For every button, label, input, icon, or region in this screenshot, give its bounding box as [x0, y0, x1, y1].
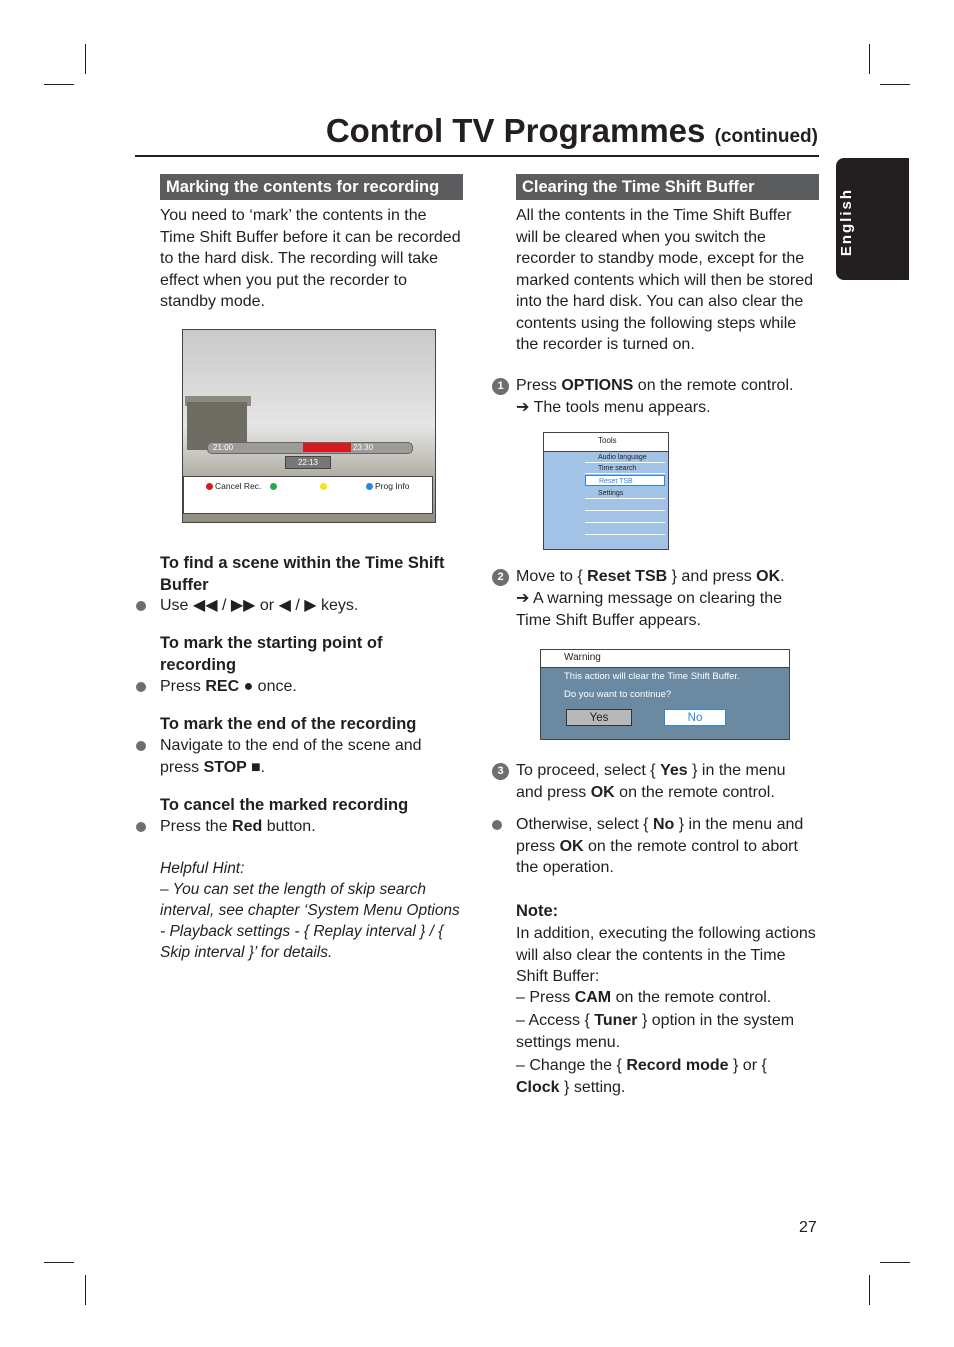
warning-header: Warning [541, 650, 789, 668]
bullet-icon [492, 820, 502, 830]
tools-item-audio-language[interactable]: Audio language [585, 452, 665, 463]
end-text: Navigate to the end of the scene and press STOP ■. [160, 737, 422, 776]
tools-menu [543, 432, 669, 550]
tv-screenshot [182, 329, 436, 523]
warning-line-1: This action will clear the Time Shift Buffer. [564, 671, 740, 682]
start-title: To mark the starting point of recording [160, 634, 383, 674]
crop-mark [44, 84, 74, 85]
note-text: In addition, executing the following actions will also clear the contents in the Time Shift Buffer: [516, 925, 816, 985]
tools-item-reset-tsb[interactable]: Reset TSB [585, 475, 665, 486]
tools-item-empty [585, 512, 665, 523]
current-time: 22:13 [285, 456, 331, 469]
no-button[interactable]: No [664, 709, 726, 726]
tools-item-empty [585, 524, 665, 535]
page-number: 27 [799, 1219, 817, 1236]
left-intro: You need to ‘mark’ the contents in the Time Shift Buffer before it can be recorded to the hard disk. The recording will take effect when you put the recorder to standby mode. [160, 207, 461, 310]
step-1-result: ➔ The tools menu appears. [516, 399, 711, 416]
bullet-icon [136, 601, 146, 611]
bullet-icon [136, 741, 146, 751]
green-dot-icon [270, 483, 277, 490]
crop-mark [85, 44, 86, 74]
note-title: Note: [516, 902, 559, 920]
legend-green [270, 481, 279, 491]
note-item-1: – Press CAM on the remote control. [516, 989, 772, 1006]
title-continued: (continued) [714, 126, 818, 147]
note-item-2: – Access { Tuner } option in the system settings menu. [516, 1012, 795, 1051]
note-item-3: – Change the { Record mode } or { Clock } setting. [516, 1057, 767, 1096]
language-tab [836, 158, 909, 280]
bullet-icon [136, 682, 146, 692]
legend-blue: Prog Info [366, 481, 410, 491]
step-2-icon: 2 [492, 569, 509, 586]
crop-mark [880, 1262, 910, 1263]
cancel-title: To cancel the marked recording [160, 796, 409, 814]
right-section-heading: Clearing the Time Shift Buffer [516, 174, 819, 200]
crop-mark [869, 1275, 870, 1305]
start-text: Press REC ● once. [160, 678, 297, 695]
step-2-result: ➔ A warning message on clearing the Time Shift Buffer appears. [516, 590, 783, 629]
step-2-text: Move to { Reset TSB } and press OK. [516, 568, 785, 585]
hint-text: – You can set the length of skip search interval, see chapter ‘System Menu Options - Playback settings - { Replay interval } / { Skip interval }’ for details. [160, 881, 460, 961]
bullet-icon [136, 822, 146, 832]
find-text: Use ◀◀ / ▶▶ or ◀ / ▶ keys. [160, 597, 359, 614]
crop-mark [880, 84, 910, 85]
otherwise-text: Otherwise, select { No } in the menu and press OK on the remote control to abort the operation. [516, 816, 804, 876]
warning-dialog [540, 649, 790, 740]
legend-yellow [320, 481, 329, 491]
language-tab-label: English [838, 188, 855, 257]
time-end: 23:30 [353, 443, 374, 452]
time-start: 21:00 [213, 443, 234, 452]
right-intro: All the contents in the Time Shift Buffer will be cleared when you switch the recorder to standby mode, except for the marked contents which will then be stored into the hard disk. You can also clear the contents using the following steps while the recorder is turned on. [516, 207, 814, 353]
yellow-dot-icon [320, 483, 327, 490]
step-1-icon: 1 [492, 378, 509, 395]
step-1-text: Press OPTIONS on the remote control. [516, 377, 794, 394]
hint-title: Helpful Hint: [160, 860, 245, 877]
tools-item-empty [585, 500, 665, 511]
end-title: To mark the end of the recording [160, 715, 417, 733]
blue-dot-icon [366, 483, 373, 490]
step-3-text: To proceed, select { Yes } in the menu and press OK on the remote control. [516, 762, 786, 801]
find-title: To find a scene within the Time Shift Buffer [160, 554, 445, 594]
red-dot-icon [206, 483, 213, 490]
marked-segment [303, 443, 351, 452]
tools-menu-header: Tools [544, 433, 668, 452]
crop-mark [869, 44, 870, 74]
step-3-icon: 3 [492, 763, 509, 780]
cancel-text: Press the Red button. [160, 818, 316, 835]
left-section-heading: Marking the contents for recording [160, 174, 463, 200]
crop-mark [85, 1275, 86, 1305]
legend-red: Cancel Rec. [206, 481, 261, 491]
title-rule [135, 155, 819, 157]
page-title: Control TV Programmes (continued) [325, 112, 818, 149]
tools-item-settings[interactable]: Settings [585, 488, 665, 499]
crop-mark [44, 1262, 74, 1263]
warning-line-2: Do you want to continue? [564, 689, 672, 700]
yes-button[interactable]: Yes [566, 709, 632, 726]
tools-item-time-search[interactable]: Time search [585, 463, 665, 474]
color-key-panel [183, 476, 433, 514]
